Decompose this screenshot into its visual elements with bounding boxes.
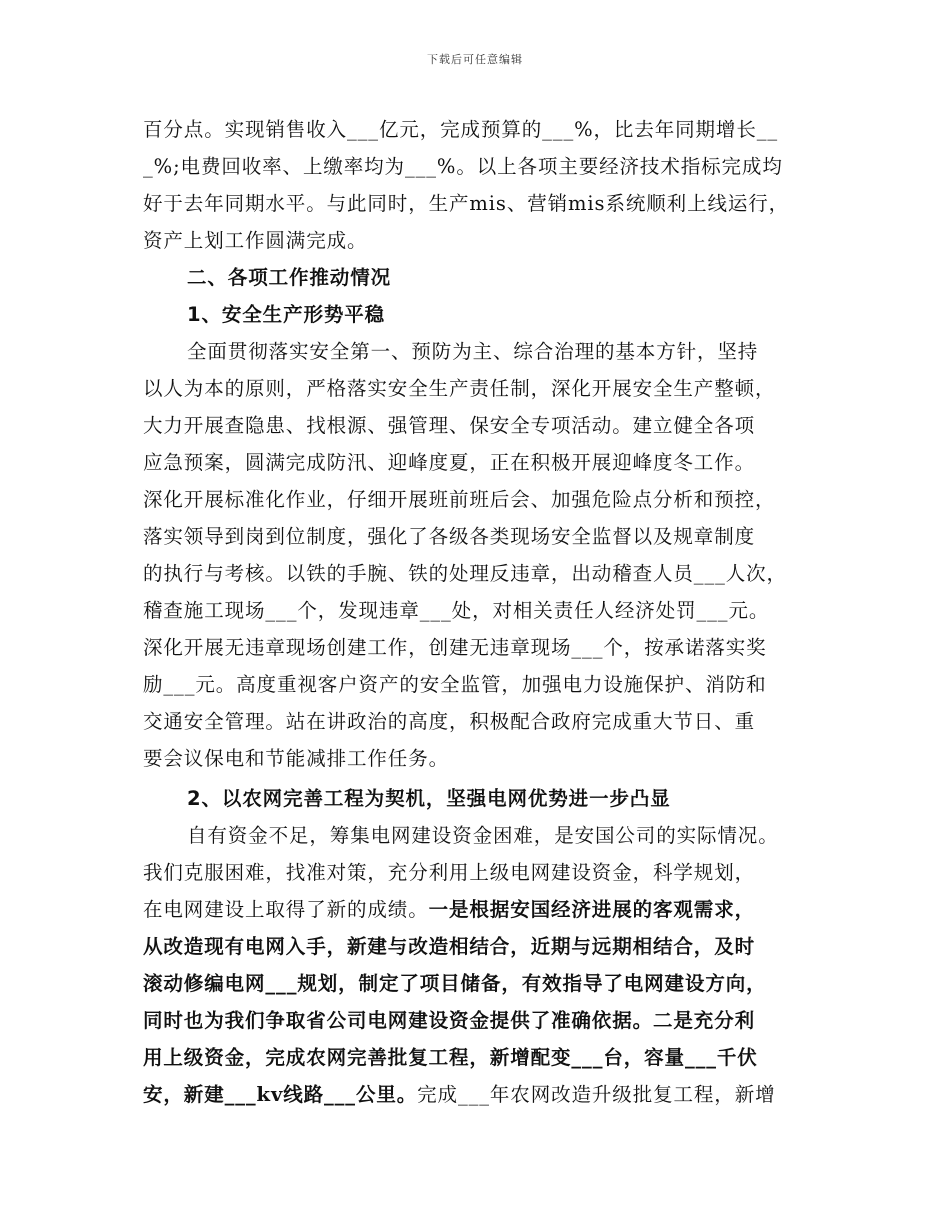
bold-text-run: 安，新建___kv线路___公里。 (143, 1083, 418, 1106)
paragraph-line (143, 968, 823, 996)
paragraph-line (143, 1079, 823, 1107)
subsection-heading (187, 783, 867, 811)
bold-text-run: 从改造现有电网入手，新建与改造相结合，近期与远期相结合，及时 (143, 935, 756, 958)
bold-text-run: 用上级资金，完成农网完善批复工程，新增配变___台，容量___千伏 (143, 1046, 758, 1069)
paragraph-line (143, 931, 823, 959)
bold-text-run: 同时也为我们争取省公司电网建设资金提供了准确依据。二是充分利 (143, 1009, 756, 1032)
bold-text-run: 滚动修编电网___规划，制定了项目储备，有效指导了电网建设方向， (143, 972, 767, 995)
text-run: 深化开展无违章现场创建工作，创建无违章现场___个，按承诺落实奖 (143, 636, 767, 659)
text-run: 资产上划工作圆满完成。 (143, 229, 368, 252)
text-run: 深化开展标准化作业，仔细开展班前班后会、加强危险点分析和预控， (143, 488, 776, 511)
paragraph-line (143, 632, 823, 660)
text-run: 励___元。高度重视客户资产的安全监管，加强电力设施保护、消防和 (143, 673, 767, 696)
section-heading (187, 262, 867, 290)
paragraph-line (143, 114, 823, 142)
paragraph-line (187, 336, 867, 364)
text-run: 百分点。实现销售收入___亿元，完成预算的___%，比去年同期增长__ (143, 118, 779, 141)
paragraph-line (143, 558, 823, 586)
text-run: 在电网建设上取得了新的成绩。 (143, 898, 429, 921)
paragraph-line (143, 706, 823, 734)
page-header: 下载后可任意编辑 (427, 53, 523, 66)
text-run: 自有资金不足，筹集电网建设资金困难，是安国公司的实际情况。 (187, 824, 779, 847)
text-run: _%;电费回收率、上缴率均为___%。以上各项主要经济技术指标完成均 (143, 155, 783, 178)
paragraph-line (143, 857, 823, 885)
paragraph-line (143, 225, 823, 253)
paragraph-line (143, 484, 823, 512)
subsection-heading (187, 299, 867, 327)
paragraph-line (143, 188, 823, 216)
paragraph-line (143, 447, 823, 475)
paragraph-line (143, 521, 823, 549)
text-run: 大力开展查隐患、找根源、强管理、保安全专项活动。建立健全各项 (143, 414, 756, 437)
paragraph-line (143, 373, 823, 401)
text-run: 我们克服困难，找准对策，充分利用上级电网建设资金，科学规划， (143, 861, 756, 884)
subsection-heading-text: 2、以农网完善工程为契机，坚强电网优势进一步凸显 (187, 787, 671, 810)
text-run: 的执行与考核。以铁的手腕、铁的处理反违章，出动稽查人员___人次， (143, 562, 787, 585)
paragraph-line (143, 595, 823, 623)
paragraph-line (143, 743, 823, 771)
text-run: 全面贯彻落实安全第一、预防为主、综合治理的基本方针，坚持 (187, 340, 759, 363)
paragraph-line (143, 669, 823, 697)
subsection-heading-text: 1、安全生产形势平稳 (187, 303, 386, 326)
text-run: 落实领导到岗到位制度，强化了各级各类现场安全监督以及规章制度 (143, 525, 756, 548)
text-run: 交通安全管理。站在讲政治的高度，积极配合政府完成重大节日、重 (143, 710, 756, 733)
text-run: 以人为本的原则，严格落实安全生产责任制，深化开展安全生产整顿， (143, 377, 776, 400)
text-run: 好于去年同期水平。与此同时，生产mis、营销mis系统顺利上线运行， (143, 192, 790, 215)
text-run: 完成___年农网改造升级批复工程，新增 (417, 1083, 776, 1106)
paragraph-line (143, 1042, 823, 1070)
paragraph-line (143, 894, 823, 922)
text-run: 要会议保电和节能减排工作任务。 (143, 747, 450, 770)
bold-text-run: 一是根据安国经济进展的客观需求， (428, 898, 756, 921)
section-heading-text: 二、各项工作推动情况 (187, 266, 392, 289)
paragraph-line (143, 1005, 823, 1033)
paragraph-line (143, 410, 823, 438)
text-run: 应急预案，圆满完成防汛、迎峰度夏，正在积极开展迎峰度冬工作。 (143, 451, 756, 474)
paragraph-line (187, 820, 867, 848)
paragraph-line (143, 151, 823, 179)
text-run: 稽查施工现场___个，发现违章___处，对相关责任人经济处罚___元。 (143, 599, 770, 622)
